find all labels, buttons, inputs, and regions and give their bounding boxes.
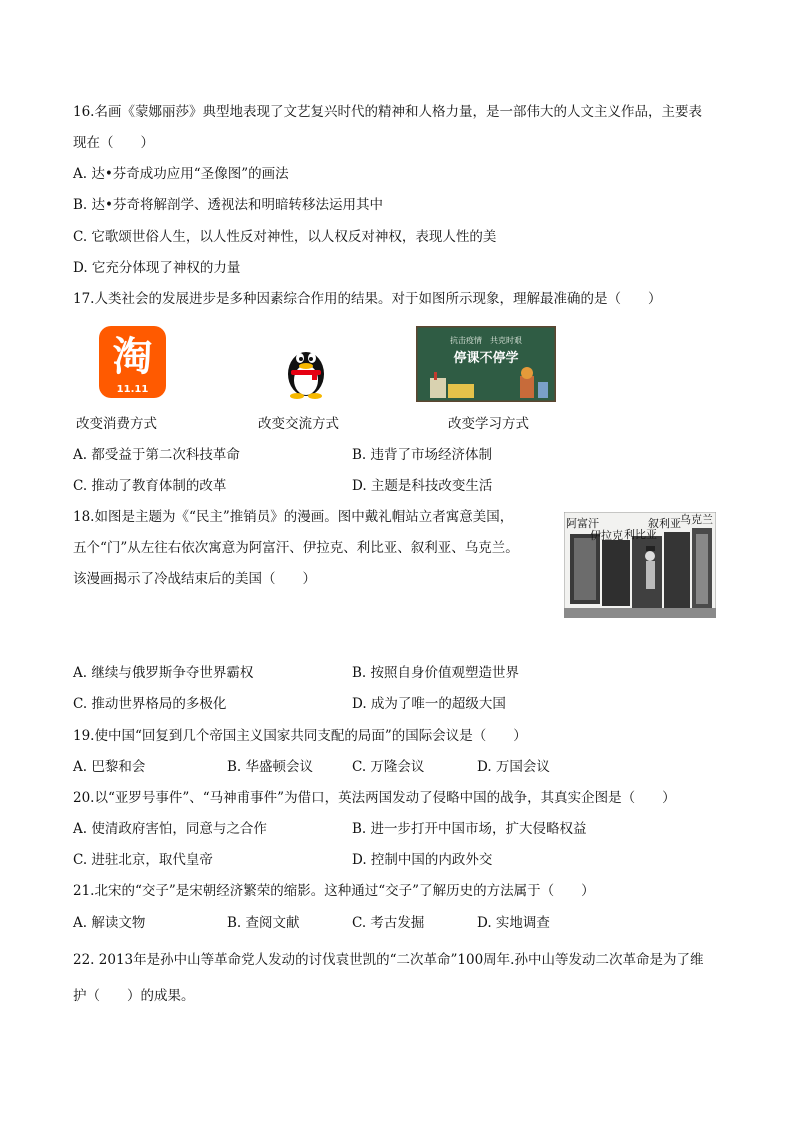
q17-caption-3: 改变学习方式 [448, 416, 529, 432]
q18-option-b: B. 按照自身价值观塑造世界 [352, 665, 520, 681]
cartoon-label-4: 叙利亚 [648, 517, 681, 530]
q16-stem-line2: 现在（ ） [73, 135, 154, 151]
taobao-app-icon [99, 326, 166, 398]
q20-option-a: A. 使清政府害怕，同意与之合作 [73, 821, 267, 837]
q19-option-d: D. 万国会议 [477, 759, 550, 775]
q19-stem: 19.使中国“回复到几个帝国主义国家共同支配的局面”的国际会议是（ ） [73, 728, 527, 744]
q18-stem-line2: 五个“门”从左往右依次寓意为阿富汗、伊拉克、利比亚、叙利亚、乌克兰。 [73, 540, 519, 556]
q17-option-c: C. 推动了教育体制的改革 [73, 478, 227, 494]
q21-option-a: A. 解读文物 [73, 915, 146, 931]
cartoon-label-3: 利比亚 [624, 528, 657, 541]
taobao-glyph: 淘 [112, 334, 153, 380]
cartoon-label-2: 伊拉克 [590, 529, 623, 542]
q17-caption-1: 改变消费方式 [76, 416, 157, 432]
q20-option-c: C. 进驻北京，取代皇帝 [73, 852, 213, 868]
q18-option-c: C. 推动世界格局的多极化 [73, 696, 227, 712]
blackboard-top-text: 抗击疫情 共克时艰 [450, 336, 522, 345]
q16-option-b: B. 达•芬奇将解剖学、透视法和明暗转移法运用其中 [73, 197, 383, 213]
q22-stem-line2: 护（ ）的成果。 [73, 988, 195, 1004]
q17-stem: 17.人类社会的发展进步是多种因素综合作用的结果。对于如图所示现象，理解最准确的是（ ） [73, 291, 662, 307]
blackboard-main-text: 停课不停学 [453, 351, 519, 366]
qq-penguin-icon [282, 340, 330, 400]
q16-stem-line1: 16.名画《蒙娜丽莎》典型地表现了文艺复兴时代的精神和人格力量，是一部伟大的人文主义作品，主要表 [73, 104, 702, 120]
q19-option-b: B. 华盛顿会议 [227, 759, 314, 775]
q16-option-c: C. 它歌颂世俗人生，以人性反对神性，以人权反对神权，表现人性的美 [73, 229, 497, 245]
q16-option-d: D. 它充分体现了神权的力量 [73, 260, 241, 276]
q20-option-d: D. 控制中国的内政外交 [352, 852, 493, 868]
q20-option-b: B. 进一步打开中国市场，扩大侵略权益 [352, 821, 587, 837]
q22-stem-line1: 22. 2013年是孙中山等革命党人发动的讨伐袁世凯的“二次革命”100周年.孙中山等发动二次革命是为了维 [73, 952, 704, 968]
q21-option-c: C. 考古发掘 [352, 915, 425, 931]
q17-caption-2: 改变交流方式 [258, 416, 339, 432]
democracy-salesman-cartoon [564, 512, 716, 618]
cartoon-label-1: 阿富汗 [566, 517, 599, 530]
q19-option-a: A. 巴黎和会 [73, 759, 146, 775]
q17-option-b: B. 违背了市场经济体制 [352, 447, 493, 463]
q17-option-d: D. 主题是科技改变生活 [352, 478, 493, 494]
q16-option-a: A. 达•芬奇成功应用“圣像图”的画法 [73, 166, 289, 182]
q18-option-a: A. 继续与俄罗斯争夺世界霸权 [73, 665, 254, 681]
q20-stem: 20.以“亚罗号事件”、“马神甫事件”为借口，英法两国发动了侵略中国的战争，其真实企图是（ ） [73, 790, 676, 806]
q21-option-b: B. 查阅文献 [227, 915, 300, 931]
blackboard-image [416, 326, 556, 402]
q18-stem-line3: 该漫画揭示了冷战结束后的美国（ ） [73, 571, 316, 587]
taobao-badge: 11.11 [116, 384, 149, 395]
q18-option-d: D. 成为了唯一的超级大国 [352, 696, 506, 712]
q21-stem: 21.北宋的“交子”是宋朝经济繁荣的缩影。这种通过“交子”了解历史的方法属于（ ） [73, 883, 595, 899]
q17-option-a: A. 都受益于第二次科技革命 [73, 447, 240, 463]
q19-option-c: C. 万隆会议 [352, 759, 425, 775]
q21-option-d: D. 实地调查 [477, 915, 550, 931]
cartoon-label-5: 乌克兰 [680, 513, 713, 526]
q18-stem-line1: 18.如图是主题为《“民主”推销员》的漫画。图中戴礼帽站立者寓意美国， [73, 509, 514, 525]
